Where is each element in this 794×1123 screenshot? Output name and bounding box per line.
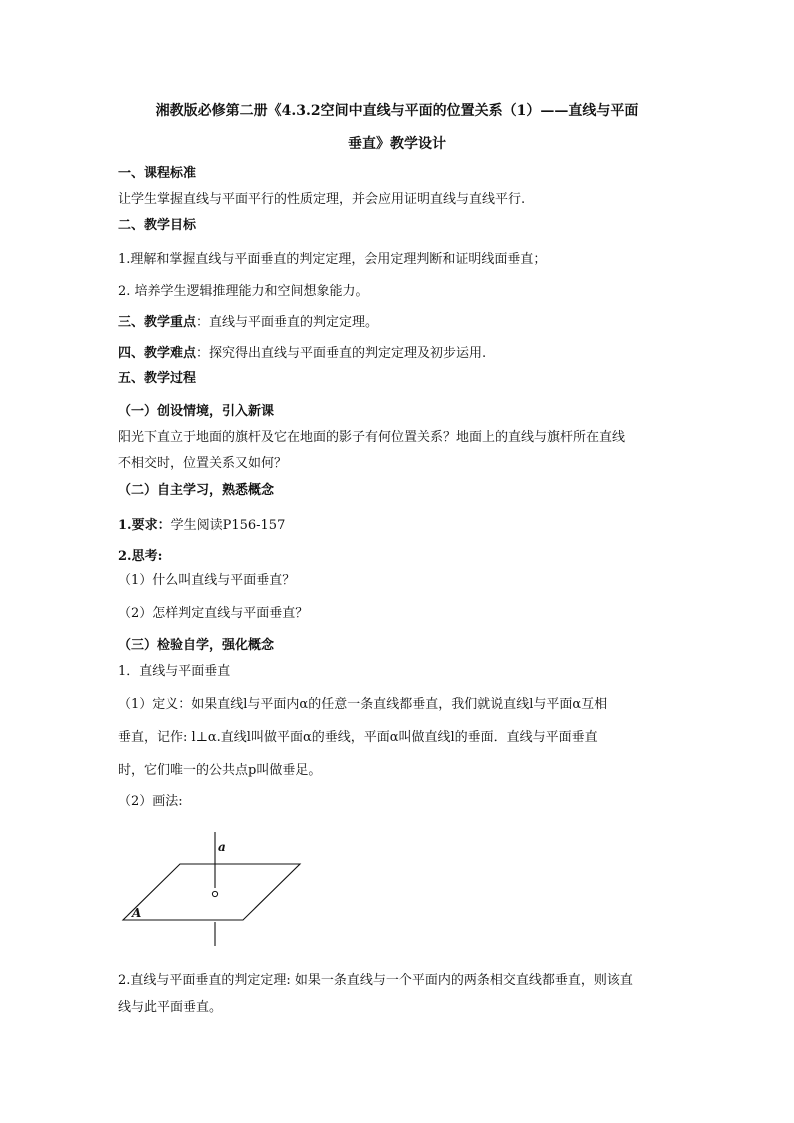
question-1: （1）什么叫直线与平面垂直？ (118, 573, 296, 588)
question-2: （2）怎样判定直线与平面垂直？ (118, 606, 309, 621)
section-heading-process: 五、教学过程 (118, 371, 197, 386)
section-heading-difficulty: 四、教学难点 (118, 346, 197, 361)
part1-text-2: 不相交时，位置关系又如何？ (118, 456, 288, 471)
part3-heading: （三）检验自学，强化概念 (118, 638, 275, 653)
part1-text-1: 阳光下直立于地面的旗杆及它在地面的影子有何位置关系？地面上的直线与旗杆所在直线 (118, 430, 626, 445)
section-heading-key-points: 三、教学重点 (118, 315, 197, 330)
part2-heading: （二）自主学习，熟悉概念 (118, 483, 275, 498)
difficulty-text: ：探究得出直线与平面垂直的判定定理及初步运用. (196, 346, 487, 361)
label-A: A (132, 906, 142, 920)
document-title-line1: 湘教版必修第二册《4.3.2空间中直线与平面的位置关系（1）——直线与平面 (155, 103, 639, 119)
objective-item-1: 1.理解和掌握直线与平面垂直的判定定理，会用定理判断和证明线面垂直； (118, 252, 547, 267)
foot-point (212, 891, 217, 896)
plane-parallelogram (123, 864, 300, 920)
perpendicular-figure (118, 826, 318, 950)
requirement-label: 1.要求： (118, 518, 171, 533)
requirement-text: 学生阅读P156-157 (170, 518, 286, 533)
part1-heading: （一）创设情境，引入新课 (118, 404, 275, 419)
drawing-method-label: （2）画法: (118, 794, 183, 809)
think-label: 2.思考: (118, 549, 163, 564)
theorem-line-1: 2.直线与平面垂直的判定定理: 如果一条直线与一个平面内的两条相交直线都垂直，则该直 (118, 973, 633, 988)
requirement-row (118, 517, 285, 535)
key-points-text: ：直线与平面垂直的判定定理。 (196, 315, 379, 330)
section-heading-objectives: 二、教学目标 (118, 218, 197, 233)
definition-line-1: （1）定义：如果直线l与平面内α的任意一条直线都垂直，我们就说直线l与平面α互相 (118, 697, 608, 712)
objective-item-2: 2. 培养学生逻辑推理能力和空间想象能力。 (118, 284, 369, 299)
document-title-line2: 垂直》教学设计 (348, 136, 446, 152)
theorem-line-2: 线与此平面垂直。 (118, 1000, 223, 1015)
definition-line-2: 垂直，记作: l⊥α.直线l叫做平面α的垂线，平面α叫做直线l的垂面．直线与平面垂直 (118, 730, 598, 745)
section-heading-curriculum: 一、课程标准 (118, 166, 197, 181)
label-a: a (218, 840, 226, 854)
definition-line-3: 时，它们唯一的公共点p叫做垂足。 (118, 763, 322, 778)
subsection-perpendicular: 1．直线与平面垂直 (118, 664, 231, 679)
key-points-row (118, 314, 378, 332)
difficulty-row (118, 345, 486, 363)
curriculum-text: 让学生掌握直线与平面平行的性质定理，并会应用证明直线与直线平行. (118, 192, 526, 207)
